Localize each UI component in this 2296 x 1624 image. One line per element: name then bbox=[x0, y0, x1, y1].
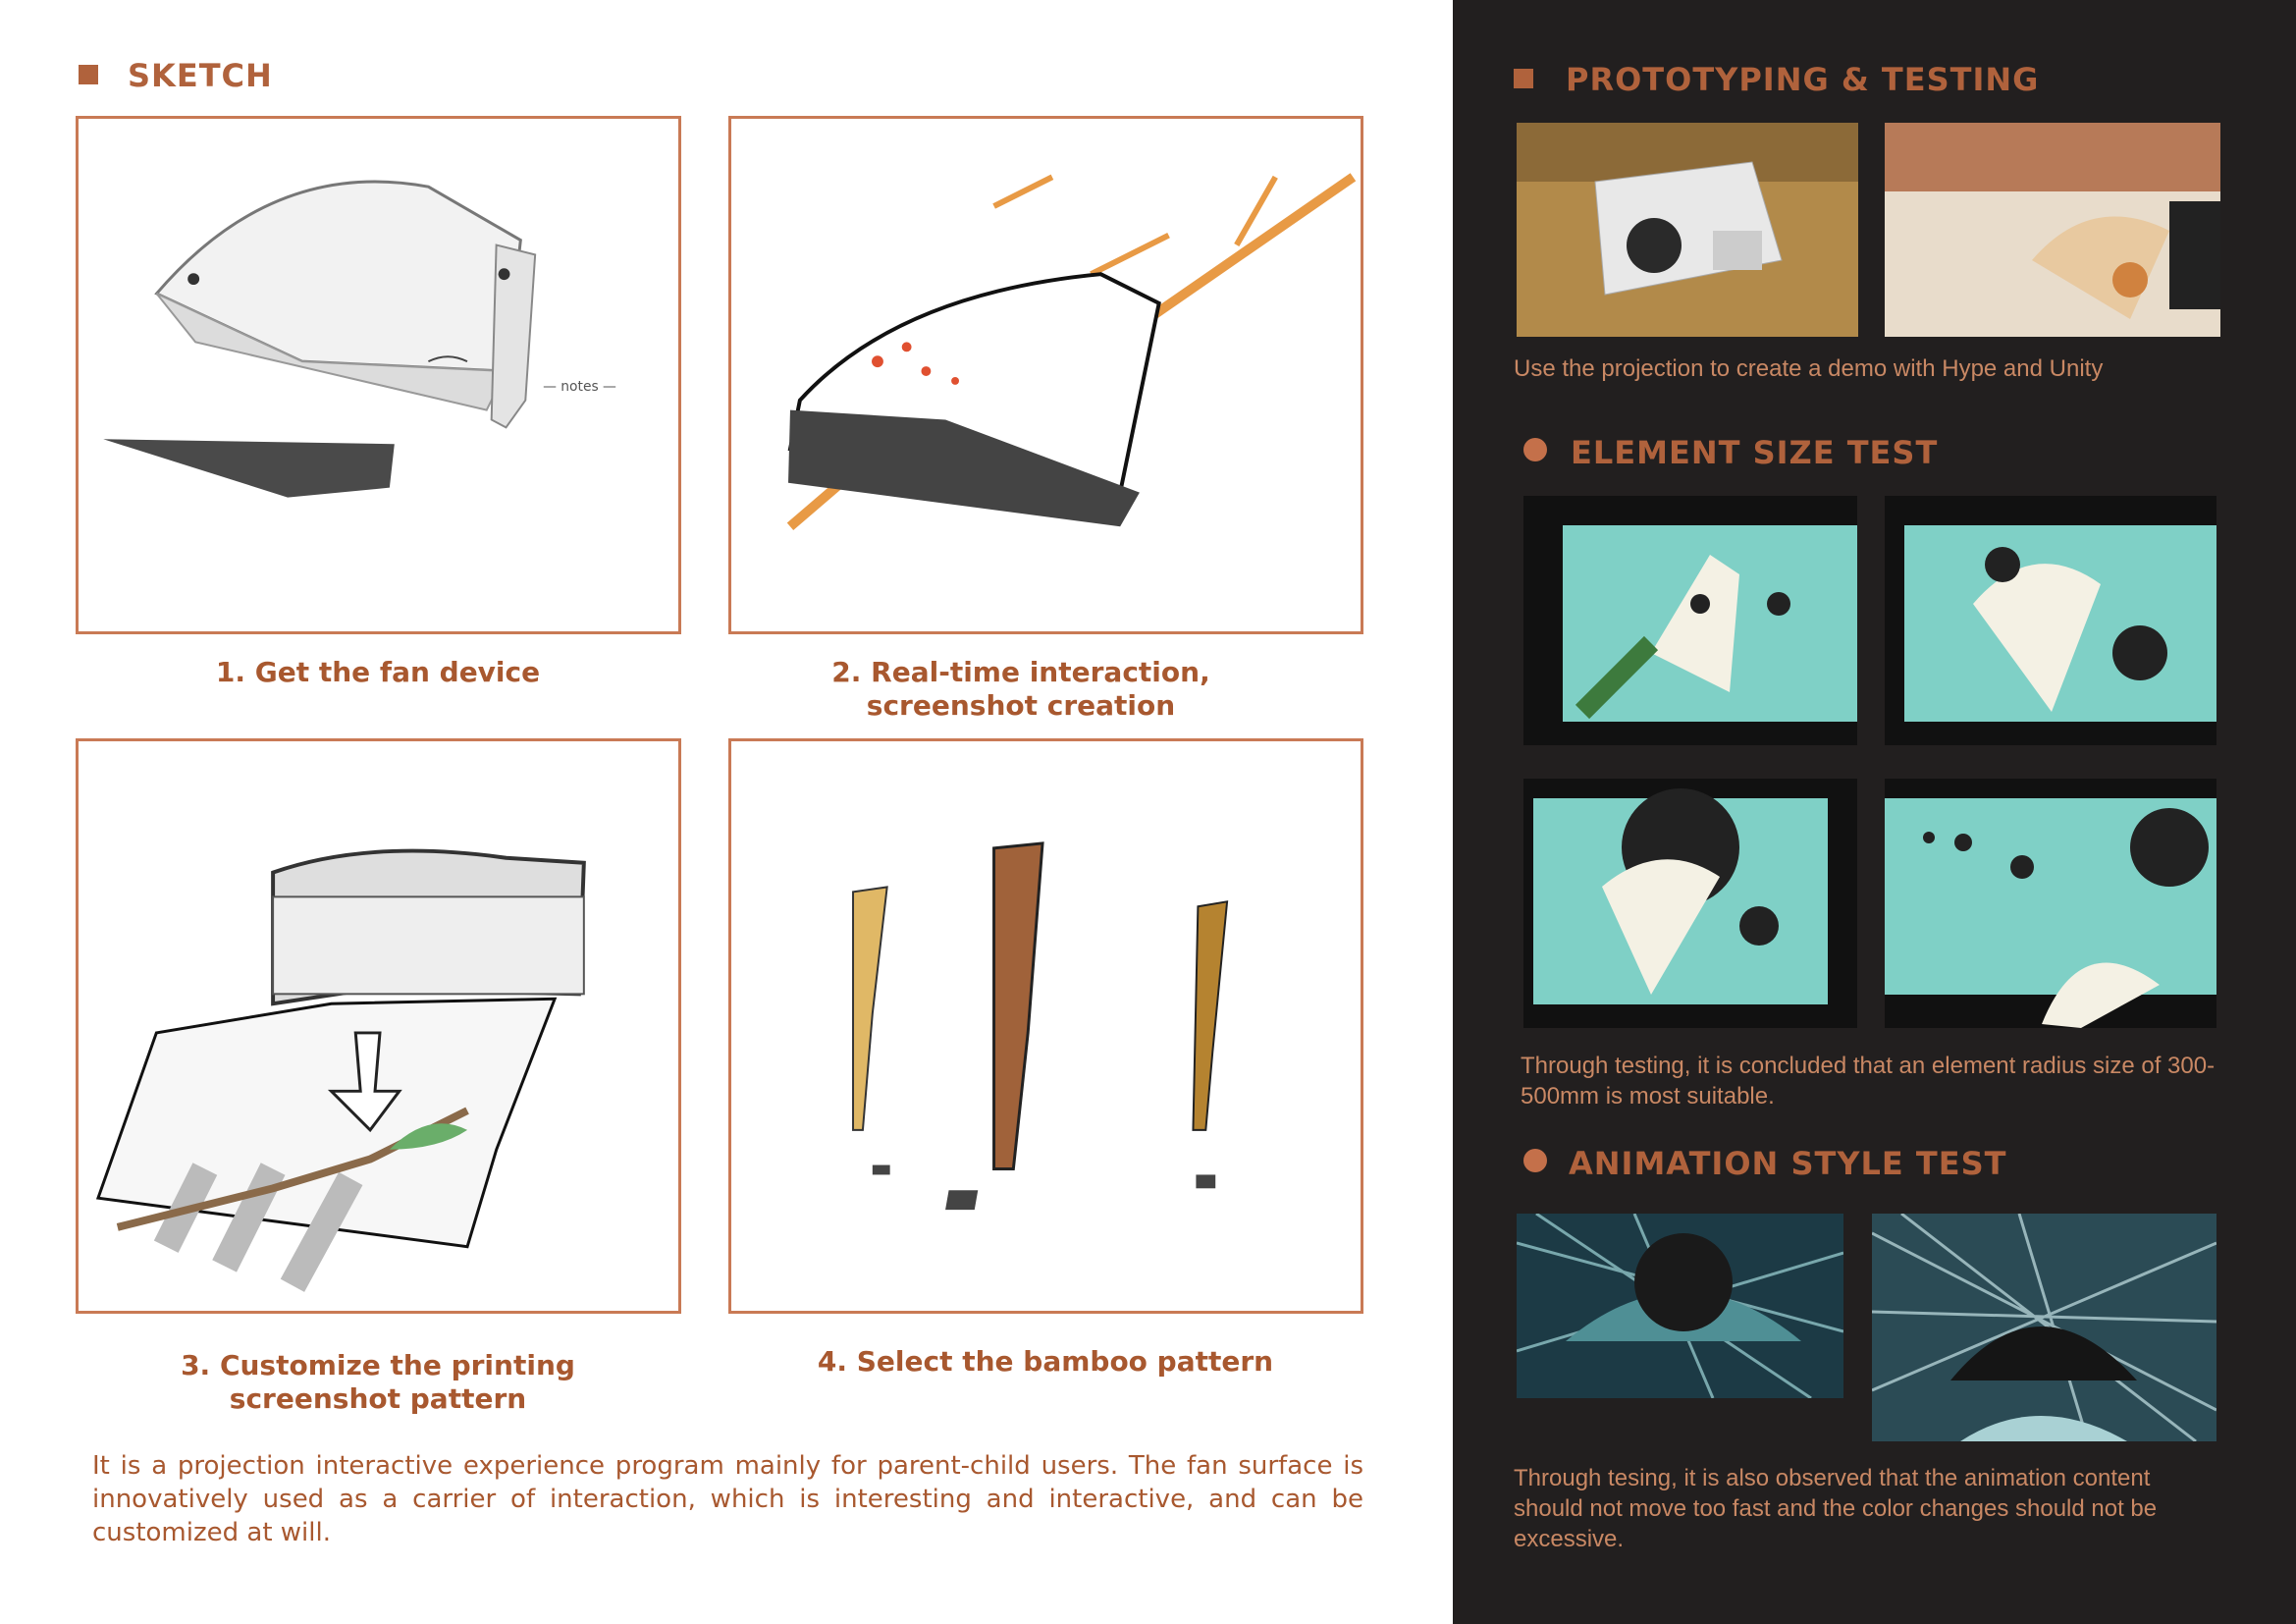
sketch-caption-2: 2. Real-time interaction, screenshot creation bbox=[831, 656, 1210, 722]
animation-style-note: Through tesing, it is also observed that the animation content should not move too fast and the color changes should not be excessive. bbox=[1514, 1465, 2158, 1552]
bullet-dot bbox=[1523, 438, 1547, 461]
animation-test-photo-2 bbox=[1872, 1214, 2216, 1441]
sketch-title: SKETCH bbox=[128, 57, 273, 94]
size-test-photo-4 bbox=[1885, 779, 2216, 1028]
prototyping-note: Use the projection to create a demo with Hype and Unity bbox=[1514, 355, 2104, 382]
sketch-caption-3: 3. Customize the printing screenshot pattern bbox=[181, 1349, 575, 1415]
bullet-dot bbox=[1523, 1149, 1547, 1172]
bamboo-illustration bbox=[731, 741, 1361, 1311]
section-marker-square bbox=[79, 65, 98, 84]
project-description: It is a projection interactive experience program mainly for parent-child users. The fan surface is innovatively used as a carrier of interaction, which is interesting and interactive, and can be customized at will. bbox=[92, 1451, 1363, 1547]
element-size-title: ELEMENT SIZE TEST bbox=[1571, 434, 1939, 471]
sketch-panel-bamboo bbox=[728, 738, 1363, 1314]
sketch-caption-4: 4. Select the bamboo pattern bbox=[817, 1345, 1274, 1378]
section-marker-square bbox=[1514, 69, 1533, 88]
prototyping-title: PROTOTYPING & TESTING bbox=[1566, 61, 2040, 98]
element-size-note: Through testing, it is concluded that an element radius size of 300-500mm is most suitable. bbox=[1521, 1053, 2216, 1110]
sketch-panel-fan-device bbox=[76, 116, 681, 634]
size-test-photo-3 bbox=[1523, 779, 1857, 1028]
printer-illustration bbox=[79, 741, 678, 1311]
sketch-panel-realtime-interaction bbox=[728, 116, 1363, 634]
fan-device-illustration bbox=[79, 119, 678, 631]
testing-panel bbox=[1453, 0, 2296, 1624]
demo-projection-photo bbox=[1885, 123, 2220, 337]
sketch-caption-1: 1. Get the fan device bbox=[215, 656, 541, 688]
svg-text:— notes —: — notes — bbox=[543, 378, 616, 395]
size-test-photo-1 bbox=[1523, 496, 1857, 745]
projector-photo bbox=[1517, 123, 1858, 337]
animation-style-title: ANIMATION STYLE TEST bbox=[1569, 1145, 2007, 1182]
size-test-photo-2 bbox=[1885, 496, 2216, 745]
sketch-panel-printing bbox=[76, 738, 681, 1314]
animation-test-photo-1 bbox=[1517, 1214, 1843, 1398]
interaction-illustration bbox=[731, 119, 1361, 631]
